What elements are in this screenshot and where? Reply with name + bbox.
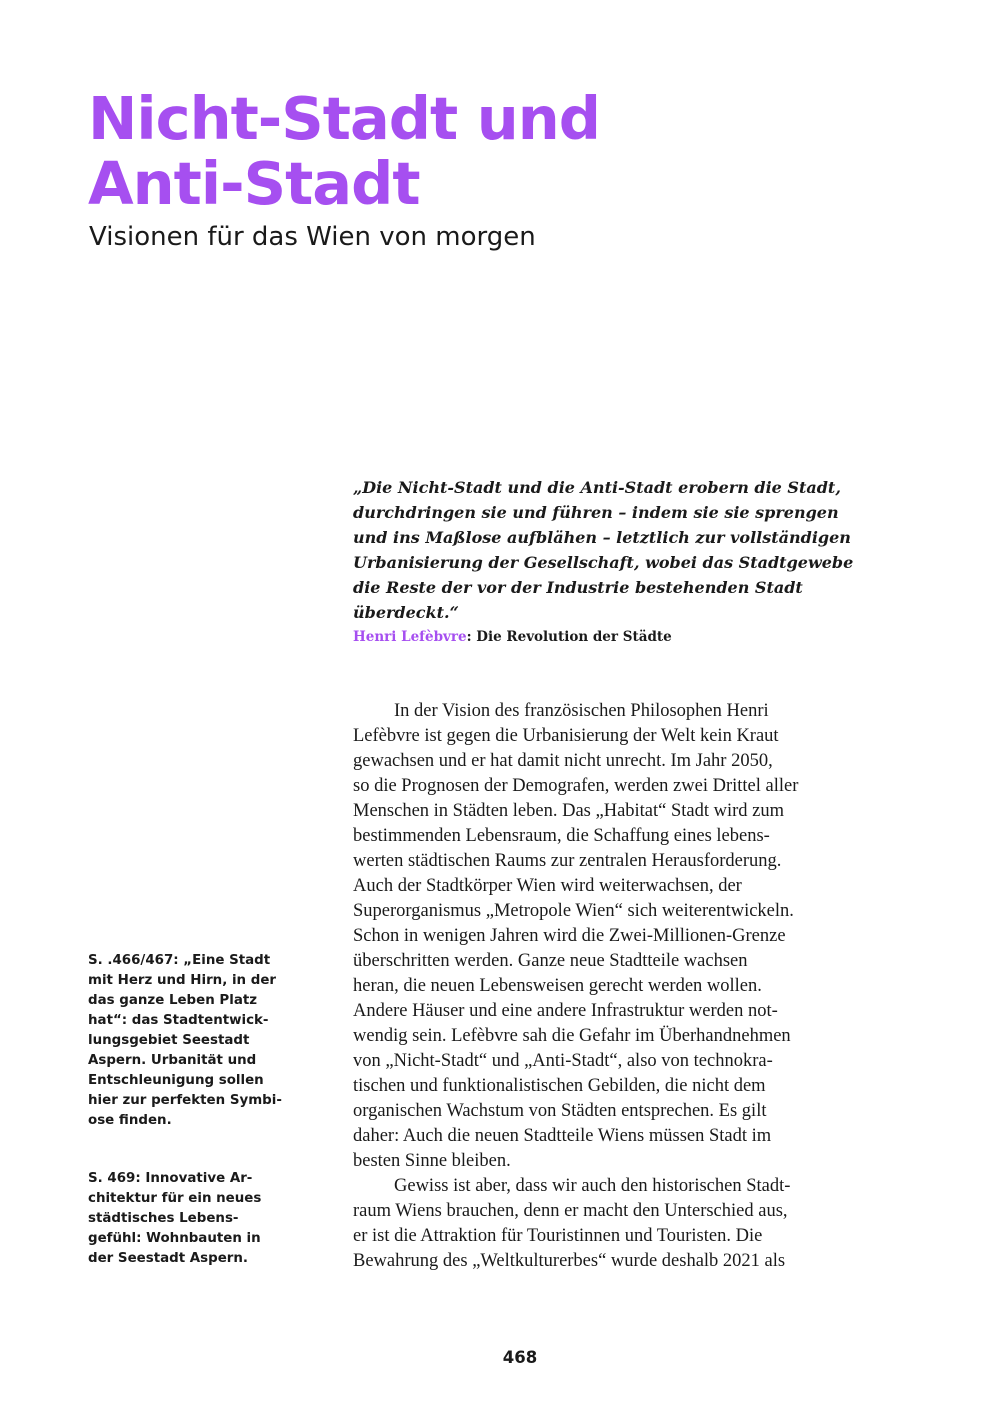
body-text: [353, 699, 863, 1274]
body-line: besten Sinne bleiben.: [353, 1151, 511, 1171]
body-line: Superorganismus „Metropole Wien“ sich weiterentwickeln.: [353, 901, 794, 921]
quote-line: durchdringen sie und führen – indem sie sie sprengen: [353, 503, 839, 522]
epigraph-quote: [353, 475, 873, 625]
body-line: In der Vision des französischen Philosophen Henri: [394, 701, 769, 721]
body-line: Schon in wenigen Jahren wird die Zwei-Millionen-Grenze: [353, 926, 786, 946]
body-line: bestimmenden Lebensraum, die Schaffung eines lebens-: [353, 826, 770, 846]
body-line: überschritten werden. Ganze neue Stadtteile wachsen: [353, 951, 748, 971]
quote-line: überdeckt.“: [353, 603, 459, 622]
image-caption: [88, 1169, 288, 1269]
caption-line: chitektur für ein neues: [88, 1191, 262, 1206]
quote-line: „Die Nicht-Stadt und die Anti-Stadt erobern die Stadt,: [353, 478, 841, 497]
body-line: daher: Auch die neuen Stadtteile Wiens müssen Stadt im: [353, 1126, 772, 1146]
title-line: Nicht-Stadt und: [88, 84, 600, 153]
caption-line: S. .466/467: „Eine Stadt: [88, 953, 271, 968]
body-line: Auch der Stadtkörper Wien wird weiterwachsen, der: [353, 876, 742, 896]
caption-line: lungsgebiet Seestadt: [88, 1033, 250, 1048]
body-line: tischen und funktionalistischen Gebilden, die nicht dem: [353, 1076, 766, 1096]
page-title: [88, 86, 600, 216]
caption-line: Entschleunigung sollen: [88, 1073, 264, 1088]
body-line: wendig sein. Lefèbvre sah die Gefahr im Überhandnehmen: [353, 1026, 791, 1046]
caption-line: S. 469: Innovative Ar-: [88, 1171, 253, 1186]
caption-line: hier zur perfekten Symbi-: [88, 1093, 282, 1108]
quote-line: und ins Maßlose aufblähen – letztlich zur vollständigen: [353, 528, 851, 547]
caption-line: hat“: das Stadtentwick-: [88, 1013, 269, 1028]
body-line: er ist die Attraktion für Touristinnen und Touristen. Die: [353, 1226, 763, 1246]
page-subtitle: Visionen für das Wien von morgen: [89, 222, 536, 252]
body-line: raum Wiens brauchen, denn er macht den Unterschied aus,: [353, 1201, 788, 1221]
body-line: gewachsen und er hat damit nicht unrecht. Im Jahr 2050,: [353, 751, 773, 771]
quote-author: Henri Lefèbvre: [353, 629, 467, 645]
quote-source: [353, 627, 672, 647]
body-line: Andere Häuser und eine andere Infrastruktur werden not-: [353, 1001, 778, 1021]
body-line: von „Nicht-Stadt“ und „Anti-Stadt“, also von technokra-: [353, 1051, 773, 1071]
caption-line: ose finden.: [88, 1113, 172, 1128]
caption-line: Aspern. Urbanität und: [88, 1053, 257, 1068]
body-line: Gewiss ist aber, dass wir auch den historischen Stadt-: [394, 1176, 791, 1196]
quote-work-title: : Die Revolution der Städte: [466, 629, 672, 645]
quote-line: Urbanisierung der Gesellschaft, wobei das Stadtgewebe: [353, 553, 854, 572]
caption-line: das ganze Leben Platz: [88, 993, 258, 1008]
title-line: Anti-Stadt: [88, 149, 420, 218]
body-line: Menschen in Städten leben. Das „Habitat“ Stadt wird zum: [353, 801, 785, 821]
quote-line: die Reste der vor der Industrie bestehenden Stadt: [353, 578, 803, 597]
page-number: 468: [502, 1348, 538, 1367]
body-line: Bewahrung des „Weltkulturerbes“ wurde deshalb 2021 als: [353, 1251, 786, 1271]
body-line: so die Prognosen der Demografen, werden zwei Drittel aller: [353, 776, 799, 796]
image-caption: [88, 951, 288, 1131]
body-line: werten städtischen Raums zur zentralen Herausforderung.: [353, 851, 782, 871]
caption-line: mit Herz und Hirn, in der: [88, 973, 277, 988]
body-line: heran, die neuen Lebensweisen gerecht werden wollen.: [353, 976, 762, 996]
body-line: Lefèbvre ist gegen die Urbanisierung der Welt kein Kraut: [353, 726, 779, 746]
body-line: organischen Wachstum von Städten entsprechen. Es gilt: [353, 1101, 767, 1121]
caption-line: städtisches Lebens-: [88, 1211, 239, 1226]
caption-line: gefühl: Wohnbauten in: [88, 1231, 261, 1246]
caption-line: der Seestadt Aspern.: [88, 1251, 249, 1266]
